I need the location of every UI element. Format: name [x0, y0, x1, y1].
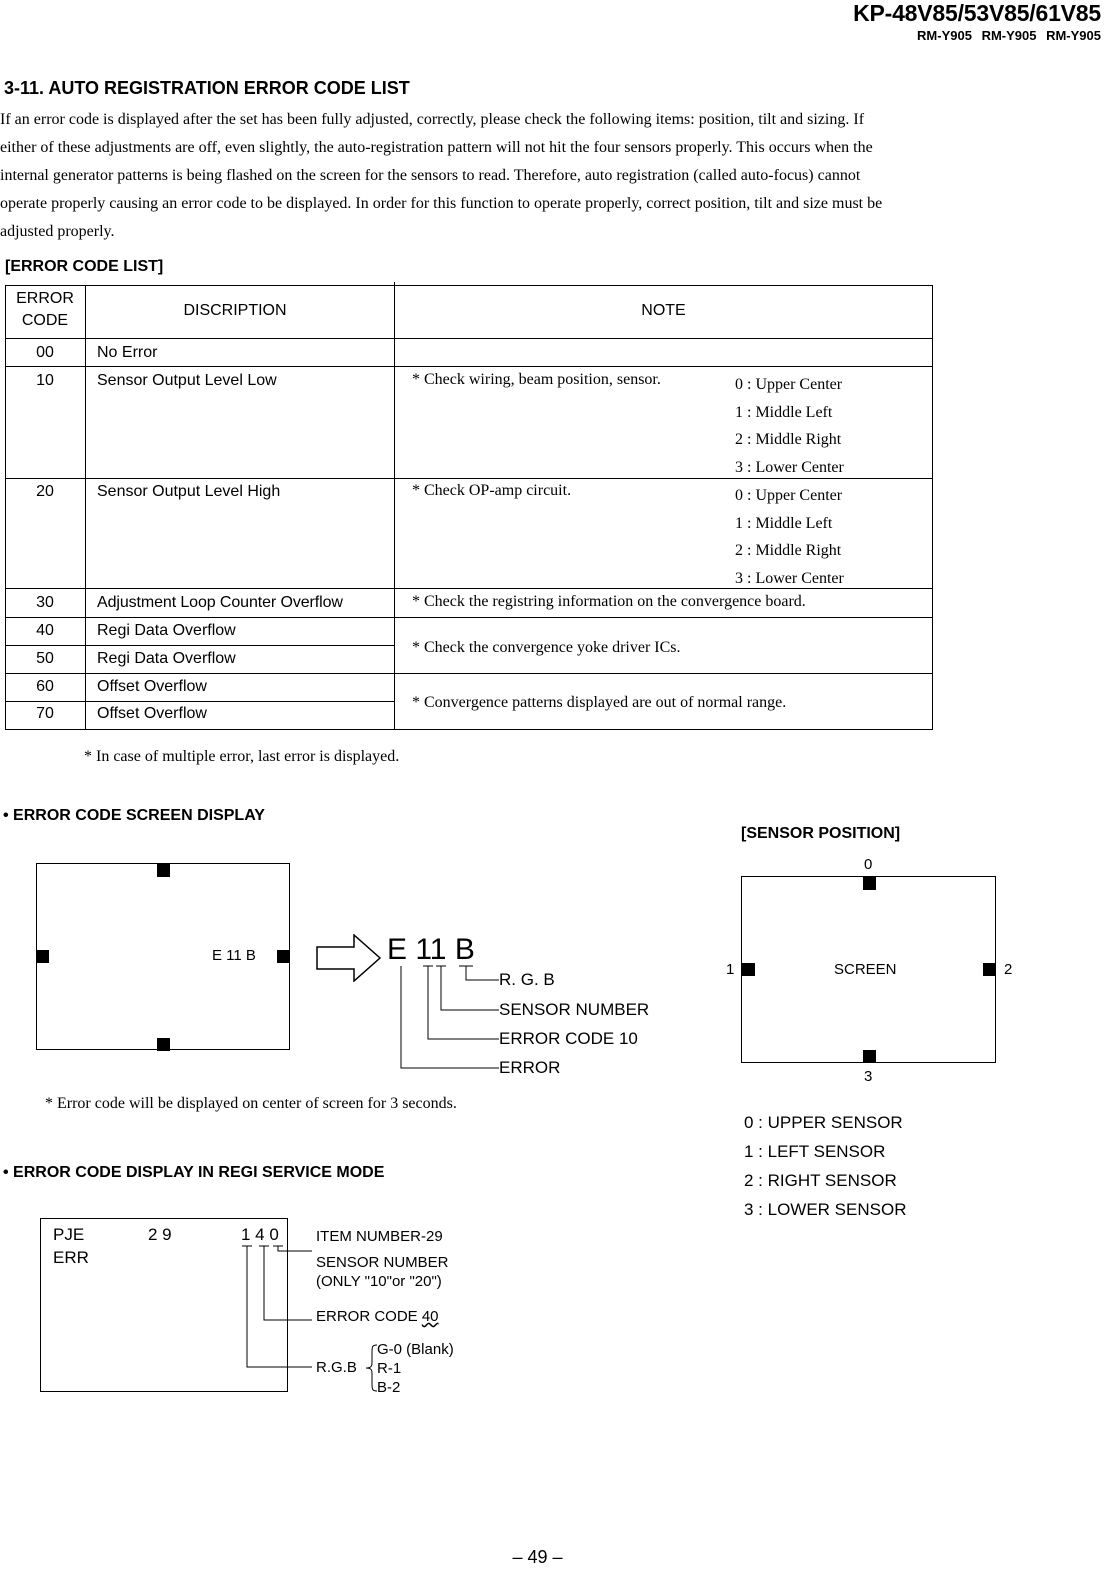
- callout-lines: [395, 960, 505, 1075]
- label-error-code: ERROR CODE 10: [499, 1029, 638, 1048]
- model-header: KP-48V85/53V85/61V85: [853, 0, 1101, 26]
- sensor-marker: [277, 950, 290, 963]
- err-label: ERR: [53, 1248, 89, 1267]
- code-cell: 50: [36, 650, 54, 667]
- code-cell: 30: [36, 594, 54, 611]
- remote-models: RM-Y905 RM-Y905 RM-Y905: [917, 28, 1101, 43]
- sensor-legend: [744, 1108, 906, 1224]
- sensor-location-item: 2 : Middle Right: [735, 542, 842, 560]
- description-cell: Sensor Output Level High: [97, 483, 281, 500]
- sensor-marker: [157, 1038, 170, 1051]
- label-error: ERROR: [499, 1058, 561, 1077]
- rgb-options: [377, 1340, 454, 1397]
- screen-label: SCREEN: [834, 961, 897, 978]
- note-cell: * Check the registring information on the convergence board.: [412, 593, 806, 610]
- paragraph-line: internal generator patterns is being flashed on the screen for the sensors to read. Therefore, auto registration (called auto-focus) cannot: [0, 167, 861, 184]
- header-error-code: ERROR: [16, 290, 74, 307]
- code-cell: 60: [36, 678, 54, 695]
- sensor-location-item: 3 : Lower Center: [735, 459, 844, 477]
- sensor-position-heading: [SENSOR POSITION]: [741, 825, 901, 842]
- note-cell: * Check OP-amp circuit.: [412, 482, 572, 499]
- marker-label-right: 2: [1004, 961, 1013, 978]
- paragraph-line: If an error code is displayed after the set has been fully adjusted, correctly, please check the following items: position, tilt and sizing. If: [0, 111, 865, 128]
- sensor-number-label: SENSOR NUMBER: [316, 1254, 449, 1271]
- header-error-code-2: CODE: [21, 312, 69, 329]
- code-cell: 70: [36, 705, 54, 722]
- rgb-label: R.G.B: [316, 1359, 357, 1376]
- description-cell: Adjustment Loop Counter Overflow: [97, 594, 343, 611]
- screen-error-text: E 11 B: [212, 947, 256, 964]
- description-cell: Sensor Output Level Low: [97, 372, 277, 389]
- sensor-marker-left: [742, 963, 755, 976]
- legend-item: 3 : LOWER SENSOR: [744, 1200, 907, 1219]
- legend-item: 0 : UPPER SENSOR: [744, 1113, 903, 1132]
- rgb-option: G-0 (Blank): [377, 1341, 454, 1358]
- sensor-marker-right: [983, 963, 996, 976]
- item-value: 2 9: [148, 1225, 172, 1244]
- paragraph-line: adjusted properly.: [0, 223, 115, 240]
- table-footnote: * In case of multiple error, last error is displayed.: [84, 748, 400, 765]
- sensor-location-item: 2 : Middle Right: [735, 431, 842, 449]
- item-number-label: ITEM NUMBER-29: [316, 1228, 443, 1245]
- note-cell: * Check wiring, beam position, sensor.: [412, 371, 661, 388]
- page-number: – 49 –: [512, 1547, 563, 1567]
- arrow-right-icon: [316, 934, 382, 982]
- sensor-marker-bottom: [863, 1050, 876, 1063]
- code-cell: 40: [36, 622, 54, 639]
- sensor-location-item: 3 : Lower Center: [735, 570, 844, 588]
- description-cell: Regi Data Overflow: [97, 650, 236, 667]
- sensor-location-list: [735, 371, 844, 482]
- sensor-marker: [157, 864, 170, 877]
- marker-label-bottom: 3: [864, 1068, 873, 1085]
- error-code-list-heading: [ERROR CODE LIST]: [5, 258, 164, 275]
- description-cell: Offset Overflow: [97, 678, 207, 695]
- rgb-option: R-1: [377, 1360, 402, 1377]
- legend-item: 2 : RIGHT SENSOR: [744, 1171, 897, 1190]
- code-cell: 10: [36, 372, 54, 389]
- marker-label-top: 0: [864, 856, 873, 873]
- description-cell: No Error: [97, 344, 158, 361]
- note-cell: * Convergence patterns displayed are out of normal range.: [412, 694, 787, 711]
- intro-paragraph: [0, 106, 1060, 246]
- sensor-location-list: [735, 482, 844, 593]
- label-rgb: R. G. B: [499, 970, 555, 989]
- paragraph-line: either of these adjustments are off, even slightly, the auto-registration pattern will not hit the four sensors properly. This occurs when the: [0, 139, 873, 156]
- sensor-marker-top: [863, 877, 876, 890]
- sensor-number-note: (ONLY "10"or "20"): [316, 1273, 442, 1290]
- paragraph-line: operate properly causing an error code to be displayed. In order for this function to operate properly, correct position, tilt and size must be: [0, 195, 883, 212]
- note-cell: * Check the convergence yoke driver ICs.: [412, 639, 681, 656]
- large-error-code: E 11 B: [387, 933, 475, 966]
- label-sensor-number: SENSOR NUMBER: [499, 1000, 650, 1019]
- error-code-prefix: ERROR CODE: [316, 1308, 422, 1325]
- marker-label-left: 1: [726, 961, 735, 978]
- error-code-label: [316, 1308, 439, 1325]
- pje-label: PJE: [53, 1225, 85, 1244]
- section-title: 3-11. AUTO REGISTRATION ERROR CODE LIST: [4, 78, 410, 98]
- regi-mode-heading: • ERROR CODE DISPLAY IN REGI SERVICE MODE: [3, 1164, 385, 1181]
- sensor-location-item: 1 : Middle Left: [735, 403, 833, 421]
- sensor-location-item: 1 : Middle Left: [735, 514, 833, 532]
- header-description: DISCRIPTION: [183, 302, 287, 319]
- rgb-option: B-2: [377, 1379, 401, 1396]
- sensor-location-item: 0 : Upper Center: [735, 376, 843, 393]
- header-note: NOTE: [641, 302, 686, 319]
- code-cell: 20: [36, 483, 54, 500]
- code-cell: 00: [36, 344, 54, 361]
- screen-display-heading: • ERROR CODE SCREEN DISPLAY: [3, 807, 265, 824]
- screen-display-footnote: * Error code will be displayed on center of screen for 3 seconds.: [45, 1095, 457, 1112]
- error-code-value: 40: [421, 1308, 439, 1325]
- sensor-marker: [36, 950, 49, 963]
- error-digits: 1 4 0: [241, 1225, 279, 1244]
- sensor-location-item: 0 : Upper Center: [735, 487, 843, 504]
- regi-callout-lines: [240, 1240, 315, 1370]
- legend-item: 1 : LEFT SENSOR: [744, 1142, 886, 1161]
- description-cell: Regi Data Overflow: [97, 622, 236, 639]
- description-cell: Offset Overflow: [97, 705, 207, 722]
